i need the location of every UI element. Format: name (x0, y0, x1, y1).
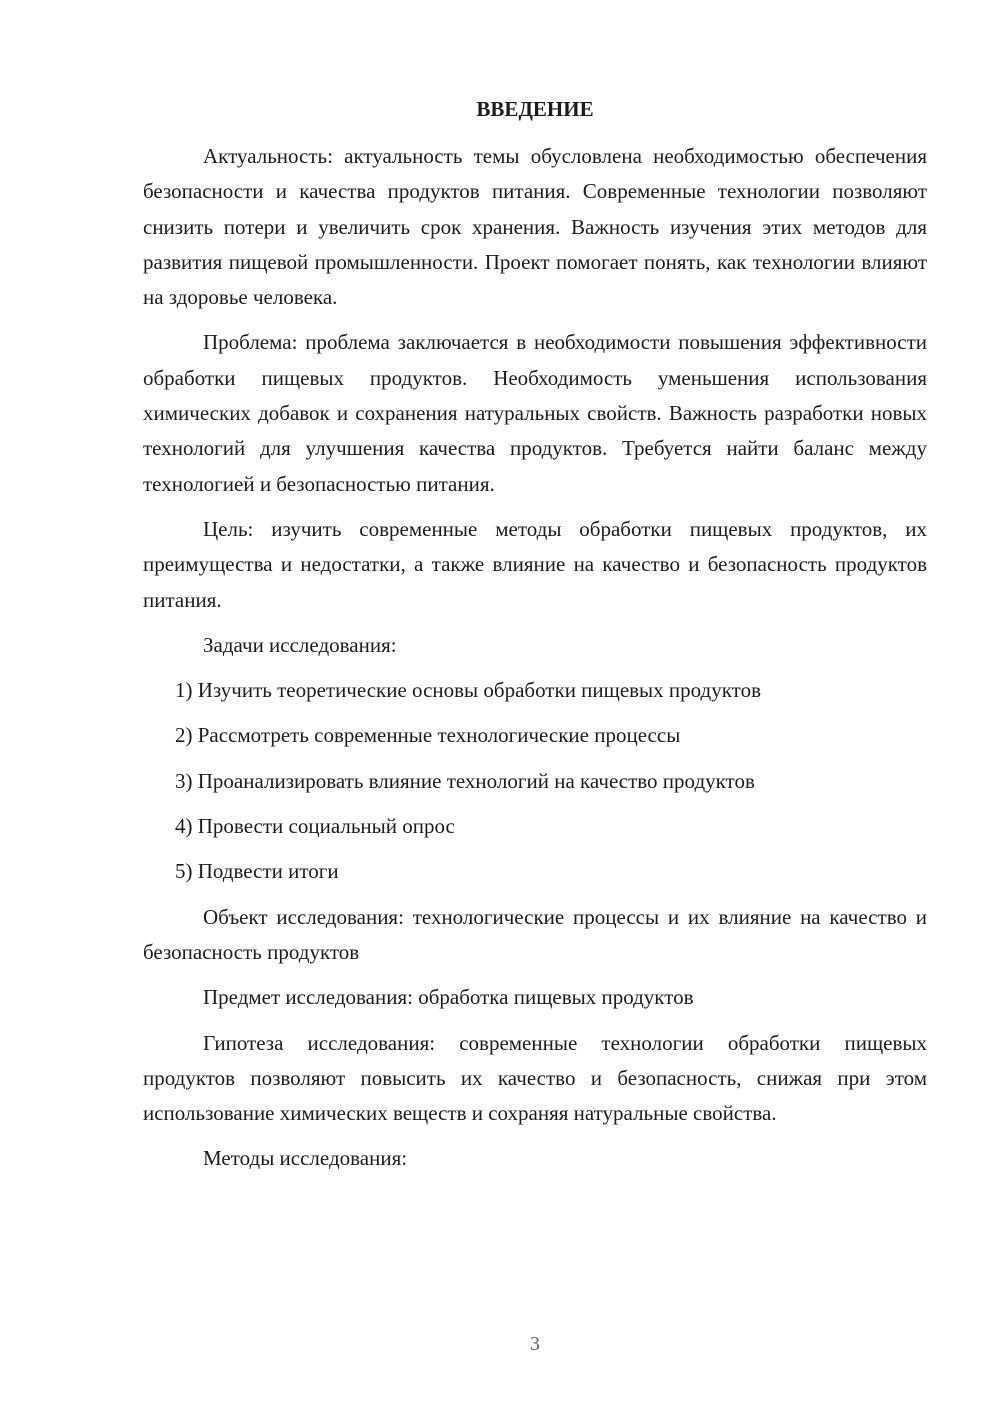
tasks-heading: Задачи исследования: (203, 632, 397, 657)
problem-paragraph: Проблема: проблема заключается в необходимости повышения эффективности обработки пищевых продуктов. Необходимость уменьшения использования химических добавок и сохранения натуральных свойств. Важность разработки новых технологий для улучшения качества продуктов. Требуется найти баланс между технологией и безопасностью питания. (143, 330, 927, 496)
task-item: 3) Проанализировать влияние технологий на качество продуктов (175, 768, 755, 793)
page-number: 3 (530, 1333, 540, 1355)
task-item: 5) Подвести итоги (175, 859, 339, 884)
task-item: 2) Рассмотреть современные технологические процессы (175, 723, 681, 748)
task-item: 4) Провести социальный опрос (175, 814, 455, 839)
hypothesis-paragraph: Гипотеза исследования: современные технологии обработки пищевых продуктов позволяют повысить их качество и безопасность, снижая при этом использование химических веществ и сохраняя натуральные свойства. (143, 1030, 927, 1126)
page-content (143, 92, 927, 1187)
subject-paragraph: Предмет исследования: обработка пищевых продуктов (203, 985, 694, 1010)
goal-paragraph: Цель: изучить современные методы обработки пищевых продуктов, их преимущества и недостатки, а также влияние на качество и безопасность продуктов питания. (143, 516, 927, 612)
section-title: ВВЕДЕНИЕ (476, 97, 594, 121)
object-paragraph: Объект исследования: технологические процессы и их влияние на качество и безопасность продуктов (143, 904, 927, 964)
relevance-paragraph: Актуальность: актуальность темы обусловлена необходимостью обеспечения безопасности и качества продуктов питания. Современные технологии позволяют снизить потери и увеличить срок хранения. Важность изучения этих методов для развития пищевой промышленности. Проект помогает понять, как технологии влияют на здоровье человека. (143, 144, 927, 310)
methods-heading: Методы исследования: (203, 1146, 408, 1171)
task-item: 1) Изучить теоретические основы обработки пищевых продуктов (175, 678, 761, 703)
